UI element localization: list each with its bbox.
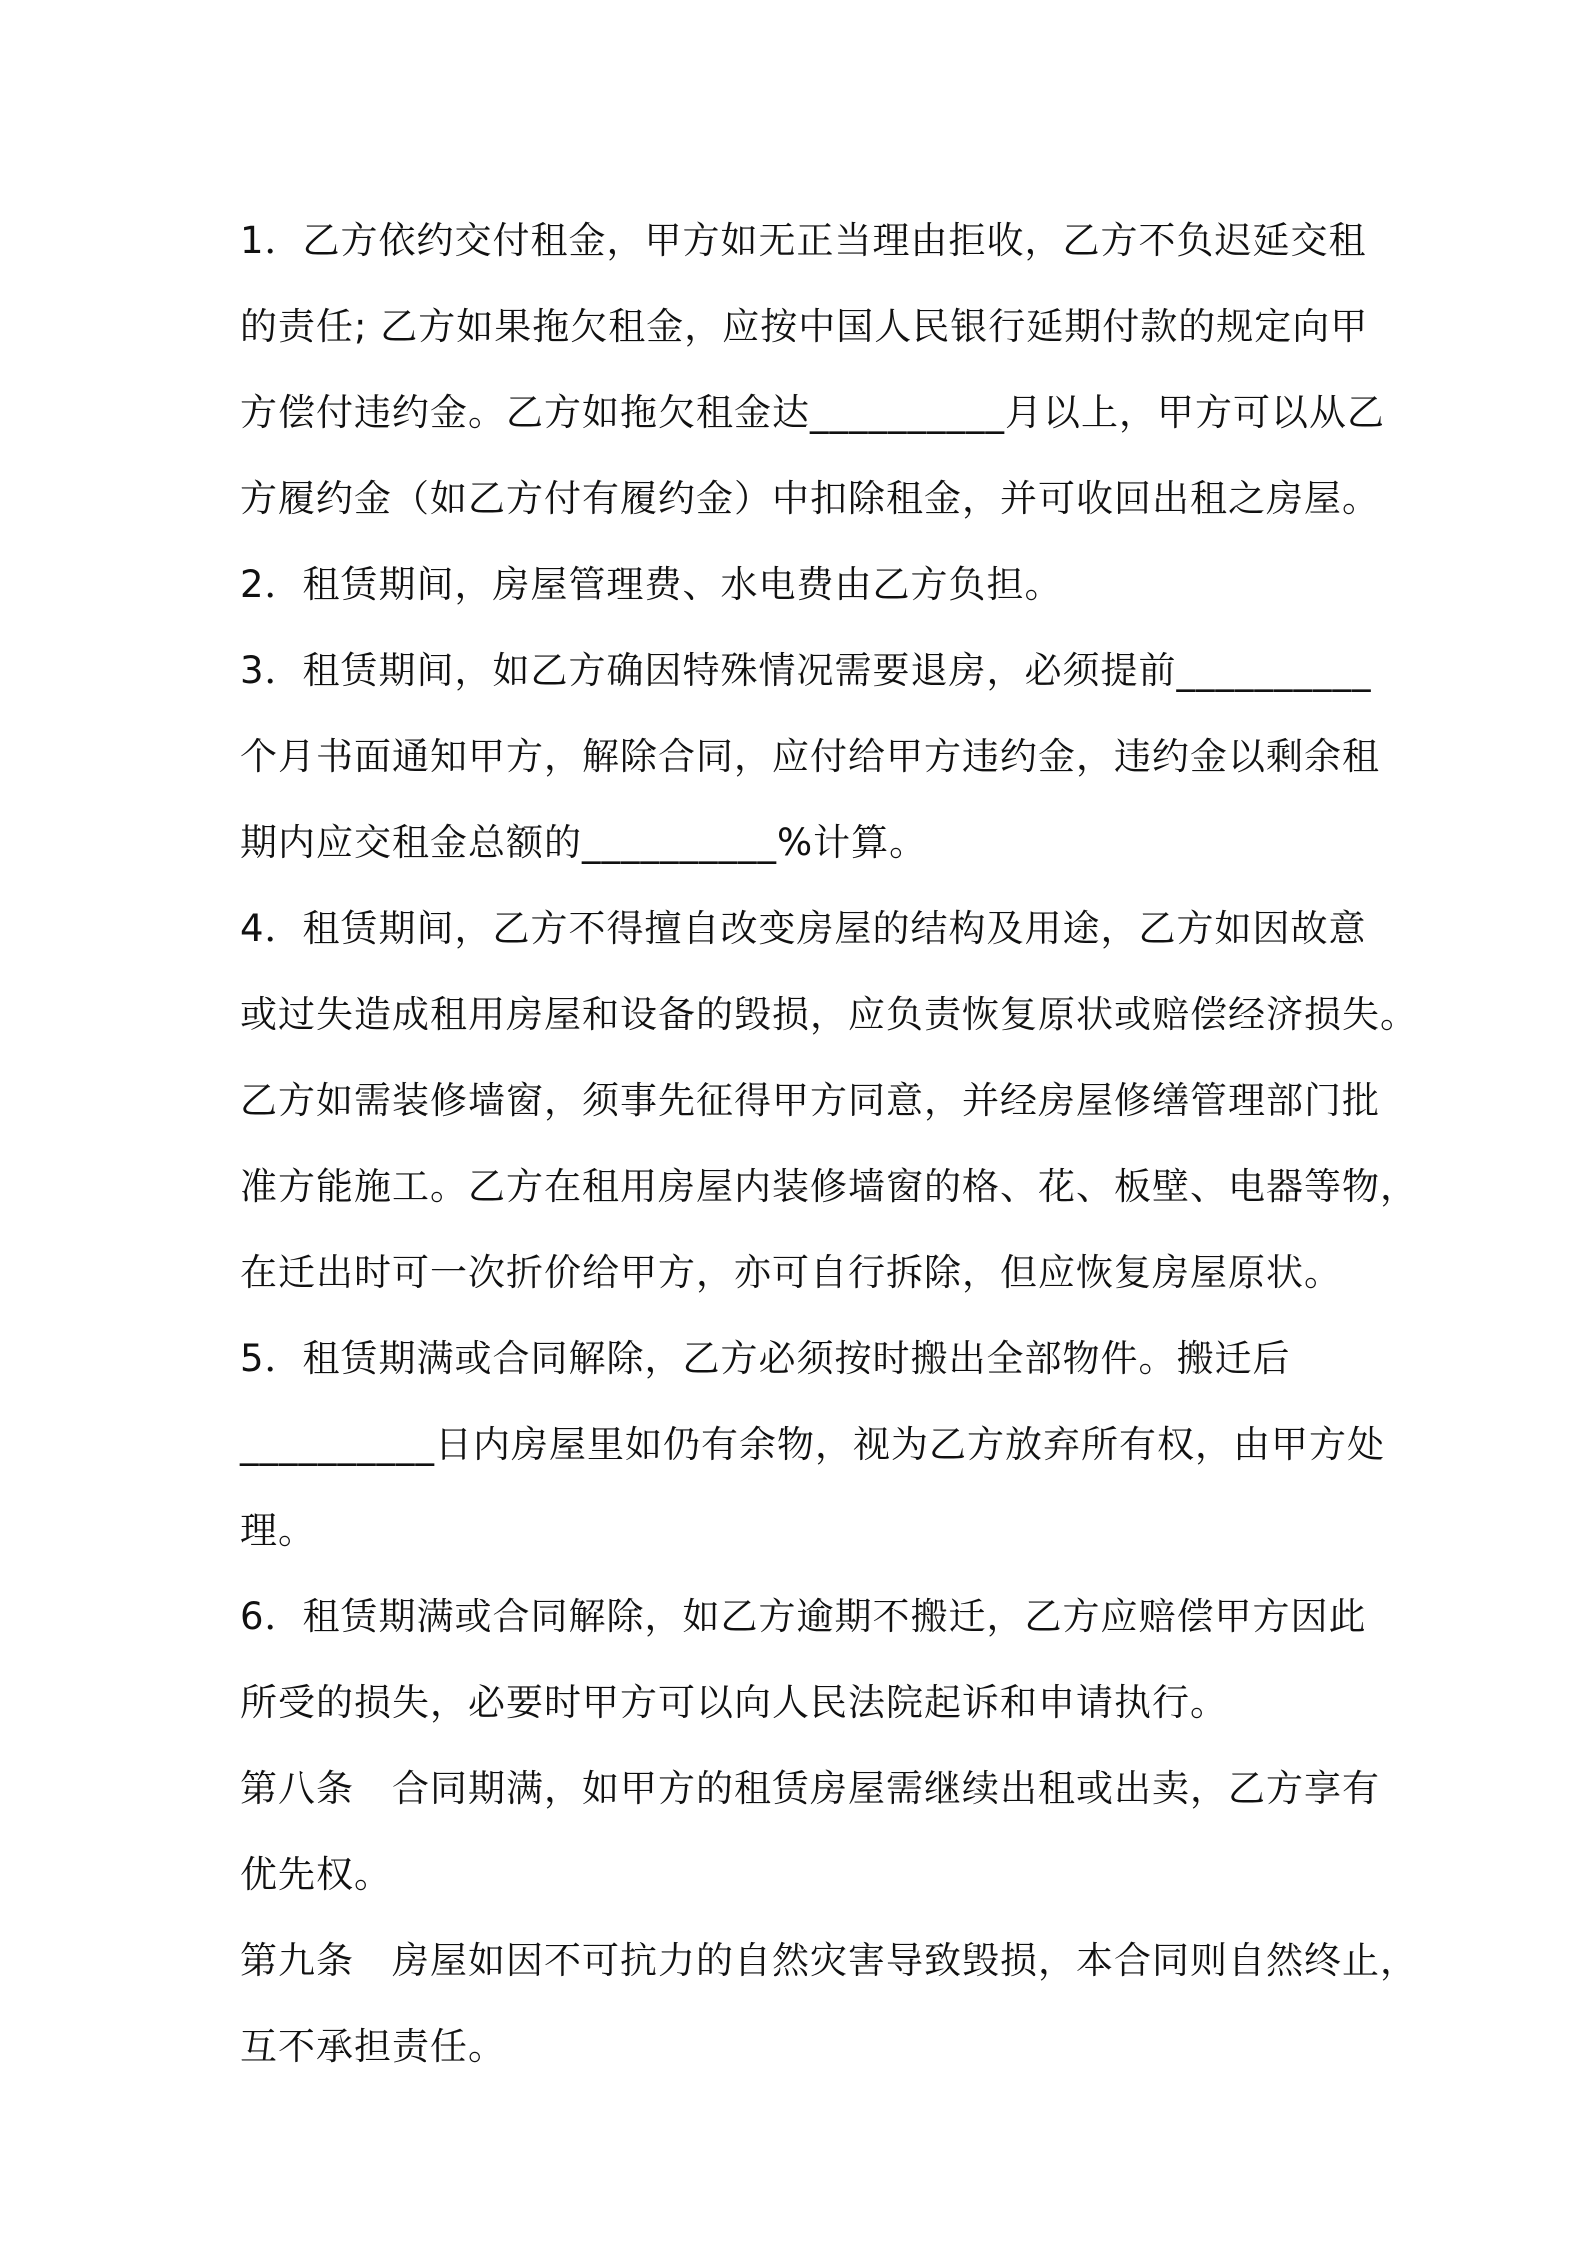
clause-3	[240, 628, 1380, 886]
text-line: 4．租赁期间，乙方不得擅自改变房屋的结构及用途，乙方如因故意	[240, 907, 1367, 950]
text-line: 方履约金（如乙方付有履约金）中扣除租金，并可收回出租之房屋。	[240, 477, 1380, 520]
text-line: 2．租赁期间，房屋管理费、水电费由乙方负担。	[240, 563, 1063, 606]
clause-1	[240, 198, 1385, 542]
text-line: 互不承担责任。	[240, 2025, 506, 2068]
text-line: 5．租赁期满或合同解除，乙方必须按时搬出全部物件。搬迁后	[240, 1337, 1291, 1380]
text-line: 第八条 合同期满，如甲方的租赁房屋需继续出租或出卖，乙方享有	[240, 1767, 1380, 1810]
text-line: 或过失造成租用房屋和设备的毁损，应负责恢复原状或赔偿经济损失。	[240, 993, 1418, 1036]
article-9	[240, 1918, 1418, 2090]
text-line: 个月书面通知甲方，解除合同，应付给甲方违约金，违约金以剩余租	[240, 735, 1380, 778]
text-line: 方偿付违约金。乙方如拖欠租金达__________月以上，甲方可以从乙	[240, 391, 1385, 434]
text-line: __________日内房屋里如仍有余物，视为乙方放弃所有权，由甲方处	[240, 1423, 1385, 1466]
clause-6	[240, 1574, 1367, 1746]
text-line: 3．租赁期间，如乙方确因特殊情况需要退房，必须提前__________	[240, 649, 1372, 692]
text-line: 6．租赁期满或合同解除，如乙方逾期不搬迁，乙方应赔偿甲方因此	[240, 1595, 1367, 1638]
document-body	[240, 198, 1418, 2090]
text-line: 第九条 房屋如因不可抗力的自然灾害导致毁损，本合同则自然终止，	[240, 1939, 1418, 1982]
text-line: 乙方如需装修墙窗，须事先征得甲方同意，并经房屋修缮管理部门批	[240, 1079, 1380, 1122]
text-line: 的责任; 乙方如果拖欠租金，应按中国人民银行延期付款的规定向甲	[240, 305, 1369, 348]
text-line: 期内应交租金总额的__________%计算。	[240, 821, 928, 864]
text-line: 所受的损失，必要时甲方可以向人民法院起诉和申请执行。	[240, 1681, 1228, 1724]
article-8	[240, 1746, 1380, 1918]
clause-5	[240, 1316, 1385, 1574]
text-line: 理。	[240, 1509, 316, 1552]
clause-4	[240, 886, 1418, 1316]
clause-2	[240, 542, 1360, 628]
text-line: 准方能施工。乙方在租用房屋内装修墙窗的格、花、板壁、电器等物，	[240, 1165, 1418, 1208]
text-line: 1．乙方依约交付租金，甲方如无正当理由拒收，乙方不负迟延交租	[240, 219, 1367, 262]
text-line: 在迁出时可一次折价给甲方，亦可自行拆除，但应恢复房屋原状。	[240, 1251, 1342, 1294]
text-line: 优先权。	[240, 1853, 392, 1896]
